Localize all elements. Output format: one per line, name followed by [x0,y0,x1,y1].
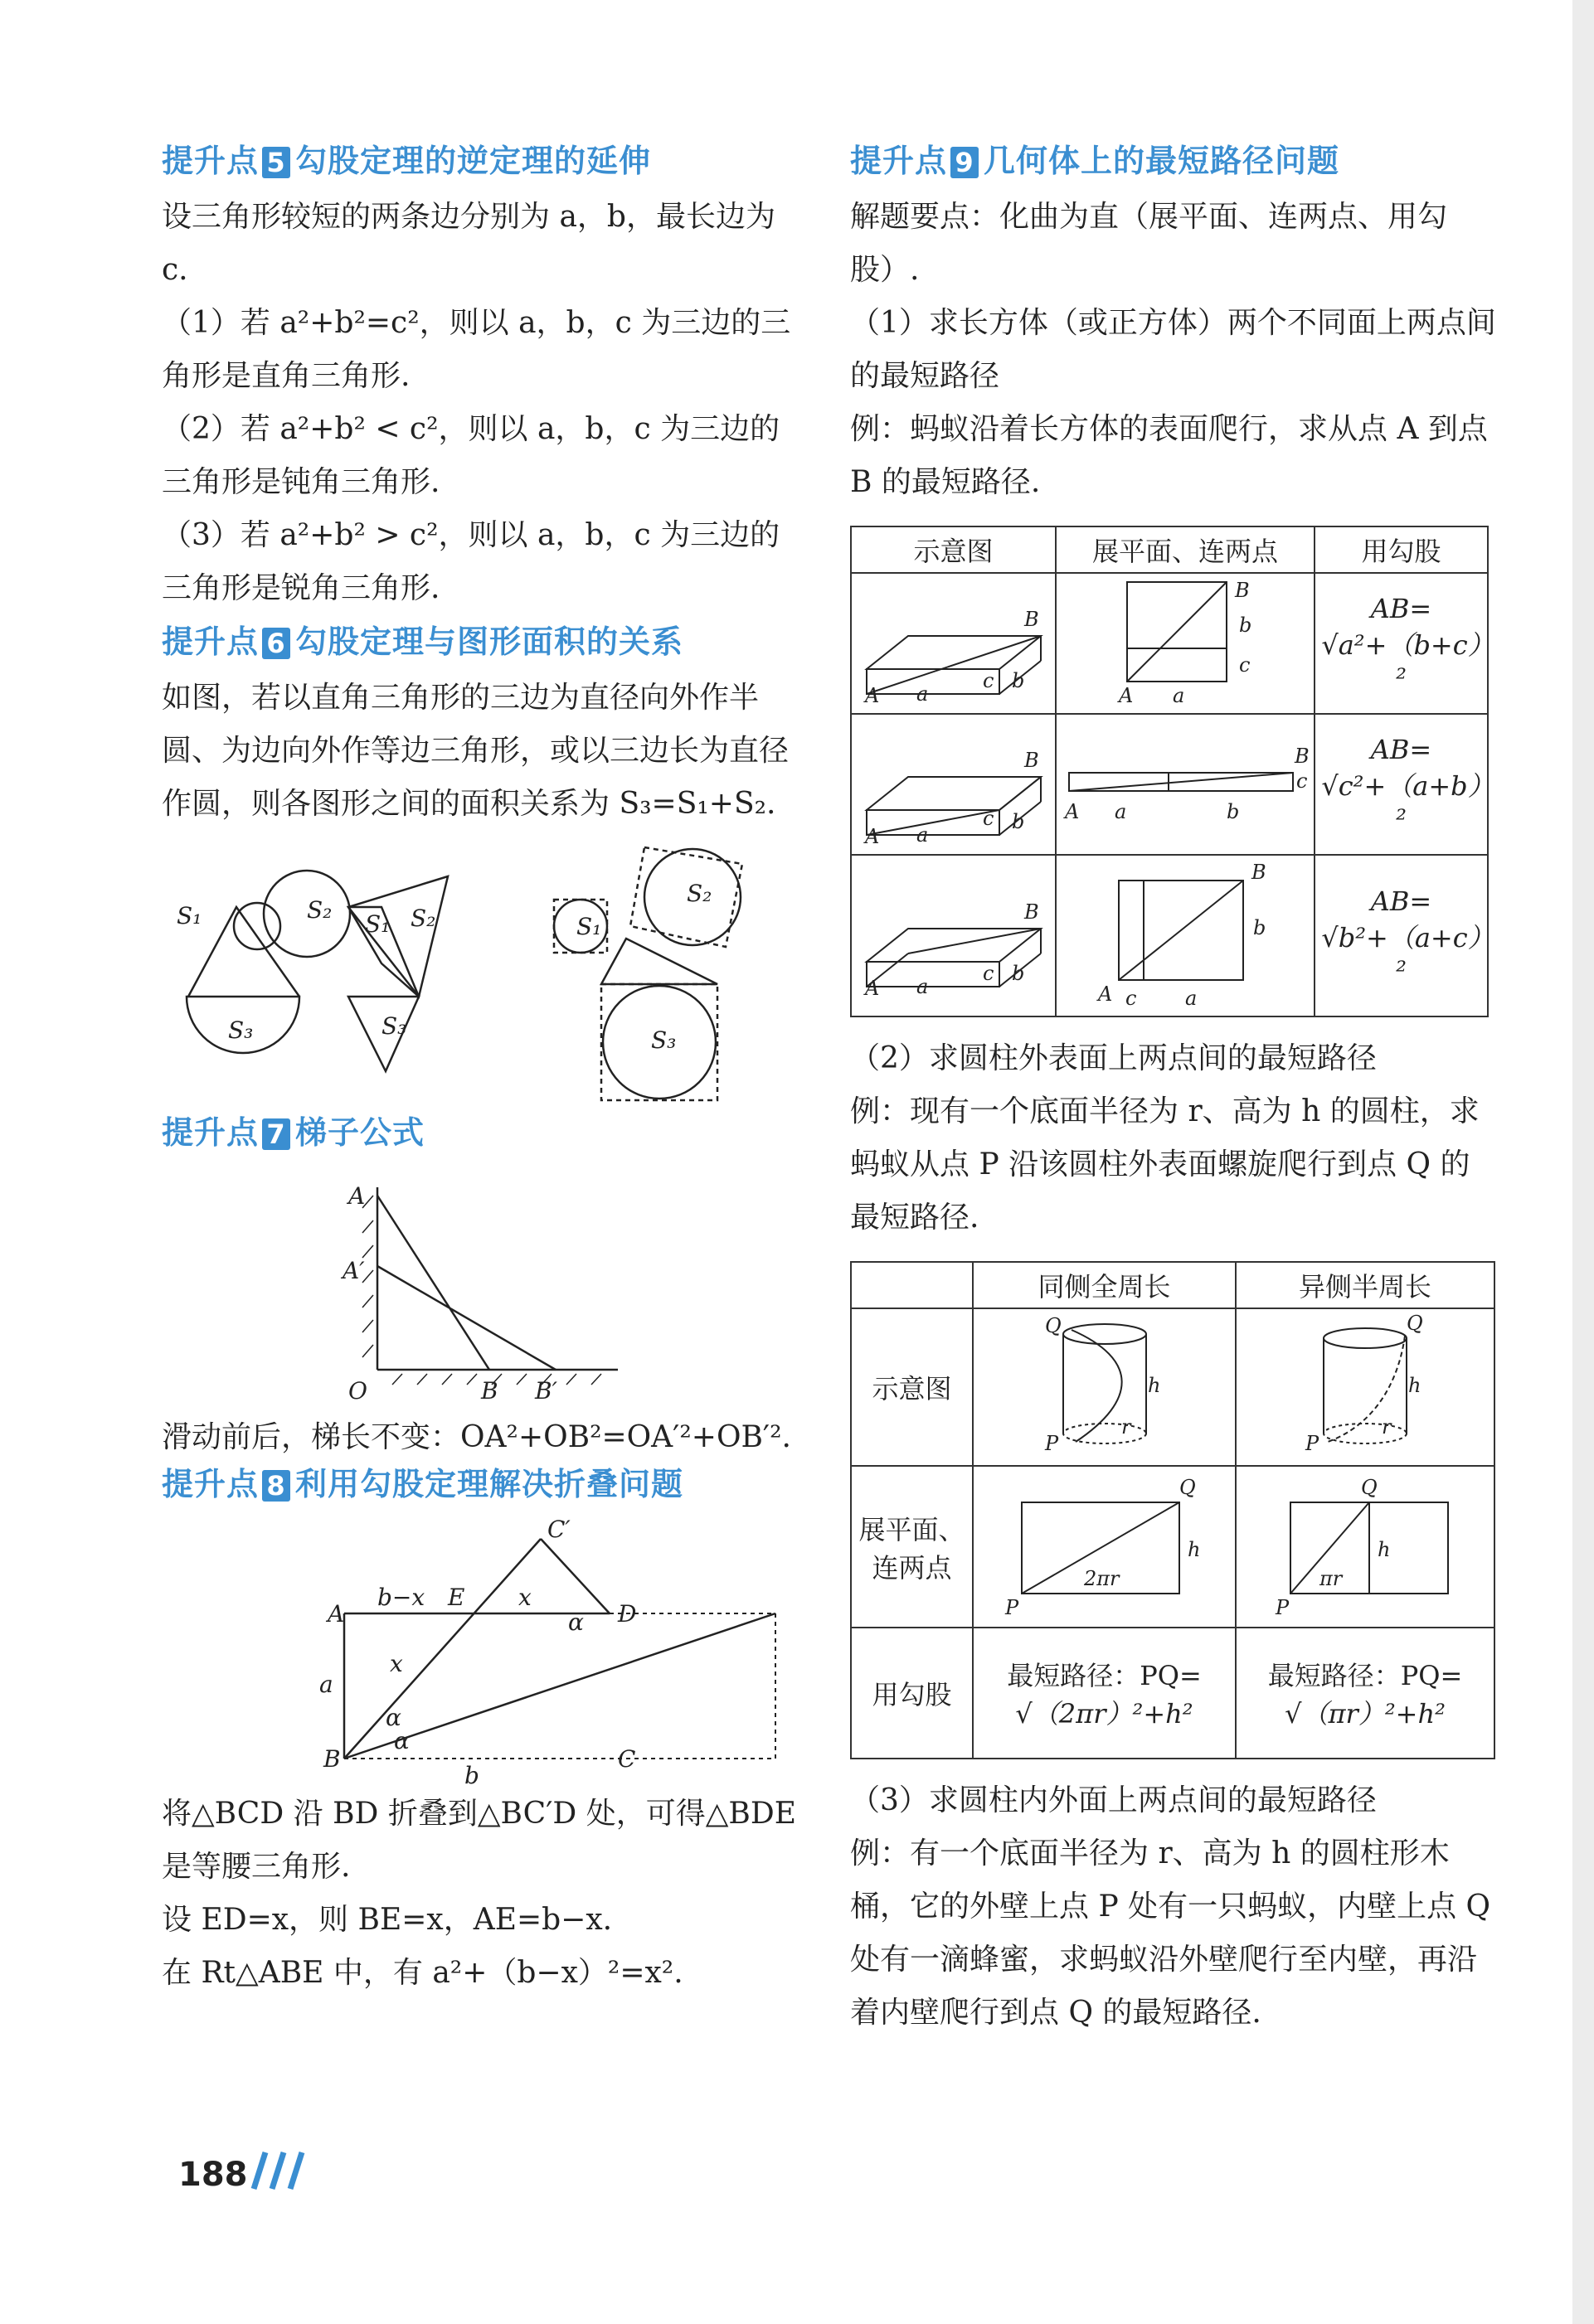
formula-value: √c²+（a+b）² [1321,770,1481,835]
svg-text:c: c [982,961,994,985]
section-9-heading [850,141,1497,181]
formula-cell [1236,1628,1494,1759]
unfolded-half-cell [1236,1466,1494,1628]
svg-text:r: r [1120,1415,1130,1439]
page-edge [1572,0,1594,2324]
svg-text:a: a [916,823,928,843]
heading-title: 梯子公式 [295,1114,425,1151]
circle-figure [554,847,742,1100]
table-row [851,573,1488,714]
svg-text:A: A [1098,982,1113,1006]
svg-text:A: A [864,976,879,995]
svg-text:b: b [1253,916,1266,939]
cuboid-diagram [858,578,1049,702]
heading-title: 勾股定理的逆定理的延伸 [295,143,652,179]
heading-prefix: 提升点 [162,143,260,179]
svg-text:Q: Q [1044,1314,1062,1337]
s5-item1: （1）若 a²+b²=c²，则以 a，b，c 为三边的三角形是直角三角形. [162,306,791,393]
net-diagram [1061,574,1310,706]
heading-number-badge: 5 [262,147,290,178]
heading-number-badge: 8 [262,1470,290,1502]
label-B: B [323,1745,341,1773]
label-A: A [328,1600,345,1628]
table-row [851,714,1488,855]
label-s3: S₃ [228,1016,254,1044]
label-D: D [618,1600,637,1628]
label-s1: S₁ [365,910,391,938]
heading-title: 几何体上的最短路径问题 [984,143,1340,179]
heading-prefix: 提升点 [162,1466,260,1502]
formula-label: 最短路径：PQ= [1007,1660,1202,1691]
formula-value: √（πr）²+h² [1285,1698,1446,1730]
label-s2: S₂ [307,896,333,924]
s5-item2: （2）若 a²+b² < c²，则以 a，b，c 为三边的三角形是钝角三角形. [162,412,780,499]
label-x-top: x [518,1584,532,1611]
svg-text:c: c [1239,653,1251,677]
formula-value: √（2πr）²+h² [1015,1698,1193,1730]
cylinder-path-table [850,1261,1495,1759]
label-B-prime: B′ [535,1377,557,1403]
svg-text:B: B [1023,900,1039,924]
svg-text:a: a [916,974,928,995]
folding-figure [162,1514,809,1788]
page-number: 188 [178,2156,248,2194]
label-s2: S₂ [411,905,436,932]
s9-ex1: 例：蚂蚁沿着长方体的表面爬行，求从点 A 到点 B 的最短路径. [850,412,1488,499]
heading-number-badge: 6 [262,628,290,659]
row-label: 用勾股 [851,1628,973,1759]
svg-text:a: a [1115,800,1127,823]
svg-text:b: b [1011,961,1024,985]
net-diagram-cell [1056,714,1315,855]
label-C: C [618,1745,636,1773]
unfolded-rectangle [997,1469,1213,1618]
svg-text:h: h [1408,1374,1421,1397]
svg-text:c: c [1296,769,1308,793]
label-E: E [448,1584,465,1611]
svg-text:P: P [1305,1432,1319,1455]
formula-cell [1315,714,1488,855]
table-header-row [851,1262,1494,1308]
svg-text:P: P [1044,1432,1058,1455]
svg-text:b: b [1011,669,1024,692]
heading-title: 利用勾股定理解决折叠问题 [295,1466,684,1502]
s9-sub1: （1）求长方体（或正方体）两个不同面上两点间的最短路径 [850,306,1496,393]
label-A-prime: A′ [343,1257,365,1284]
label-s1: S₁ [576,913,602,940]
s8-line1: 将△BCD 沿 BD 折叠到△BC′D 处，可得△BDE 是等腰三角形. [162,1797,796,1884]
svg-text:A: A [1119,684,1134,706]
unfolded-full-cell [973,1466,1236,1628]
formula-label: AB= [1370,885,1432,917]
svg-text:b: b [1239,614,1252,637]
svg-text:B: B [1251,861,1266,884]
svg-text:B: B [1235,579,1250,602]
s7-text: 滑动前后，梯长不变：OA²+OB²=OA′²+OB′². [162,1420,791,1454]
label-s2: S₂ [687,880,712,907]
cylinder-diagram [1022,1309,1188,1458]
svg-text:a: a [1185,987,1198,1009]
row-label: 展平面、连两点 [851,1466,973,1628]
label-s3: S₃ [651,1026,677,1054]
header-cell: 同侧全周长 [973,1262,1236,1308]
svg-text:Q: Q [1178,1475,1196,1499]
label-B: B [481,1377,498,1403]
label-O: O [348,1377,367,1403]
cylinder-opposite-side-cell [1236,1308,1494,1466]
svg-text:b: b [1227,800,1240,823]
net-diagram [1061,715,1310,847]
label-b: b [464,1762,479,1788]
net-diagram-cell [1056,573,1315,714]
header-cell: 异侧半周长 [1236,1262,1494,1308]
area-relation-figures [162,831,809,1104]
semicircle-figure [177,871,350,1053]
cuboid-diagram [858,871,1049,995]
section-7-heading [162,1113,809,1152]
heading-title: 勾股定理与图形面积的关系 [295,623,684,660]
equilateral-triangle-figure [348,876,448,1071]
svg-text:A: A [864,684,879,702]
page-number-slashes-icon [249,2149,315,2192]
label-C-prime: C′ [547,1516,571,1543]
cuboid-path-table [850,526,1489,1017]
s8-line2: 设 ED=x，则 BE=x，AE=b−x. [162,1903,613,1937]
label-b-minus-x: b−x [377,1584,425,1611]
svg-text:Q: Q [1361,1475,1378,1499]
section-5-heading [162,141,809,181]
heading-prefix: 提升点 [850,143,948,179]
cuboid-diagram-cell [851,714,1056,855]
section-8-heading [162,1464,809,1504]
svg-text:b: b [1011,810,1024,833]
svg-text:Q: Q [1407,1312,1423,1335]
heading-number-badge: 7 [262,1118,290,1150]
s9-sub2: （2）求圆柱外表面上两点间的最短路径 [850,1041,1377,1075]
heading-prefix: 提升点 [162,623,260,660]
left-column [162,141,809,2000]
svg-text:P: P [1004,1595,1018,1618]
label-pi-r: πr [1319,1566,1343,1590]
svg-text:B: B [1023,608,1039,631]
section-6-heading [162,622,809,662]
svg-text:B: B [1023,749,1039,772]
s9-sub3: （3）求圆柱内外面上两点间的最短路径 [850,1783,1377,1817]
svg-text:a: a [1173,684,1185,706]
formula-value: √b²+（a+c）² [1321,921,1481,987]
label-A: A [348,1182,366,1210]
svg-text:h: h [1147,1374,1160,1397]
svg-text:h: h [1187,1537,1200,1561]
s5-intro: 设三角形较短的两条边分别为 a，b，最长边为 c. [162,200,775,287]
s9-ex3: 例：有一个底面半径为 r、高为 h 的圆柱形木桶，它的外壁上点 P 处有一只蚂蚁，内壁上点 Q 处有一滴蜂蜜，求蚂蚁沿外壁爬行至内壁，再沿着内壁爬行到点 Q 的最短路径. [850,1836,1491,2030]
svg-text:r: r [1382,1415,1392,1439]
label-s3: S₃ [381,1012,407,1040]
formula-label: AB= [1370,734,1432,765]
svg-text:B: B [1295,745,1310,768]
cuboid-diagram-cell [851,855,1056,1016]
table-header-row [851,526,1488,573]
svg-text:A: A [1065,800,1080,823]
svg-text:c: c [982,669,994,692]
net-diagram [1061,856,1310,1009]
cylinder-diagram [1282,1309,1448,1458]
header-cell [851,1262,973,1308]
heading-number-badge: 9 [950,147,979,178]
s9-ex2: 例：现有一个底面半径为 r、高为 h 的圆柱，求蚂蚁从点 P 沿该圆柱外表面螺旋爬行到点 Q 的最短路径. [850,1094,1480,1235]
svg-text:c: c [1125,987,1137,1009]
row-label: 示意图 [851,1308,973,1466]
table-row [851,1628,1494,1759]
formula-label: AB= [1370,593,1432,624]
label-x-side: x [390,1650,403,1677]
table-row [851,1308,1494,1466]
cylinder-same-side-cell [973,1308,1236,1466]
label-alpha-b1: α [386,1704,401,1731]
svg-text:c: c [982,807,994,830]
cuboid-diagram-cell [851,573,1056,714]
label-a: a [319,1671,333,1698]
header-cell: 用勾股 [1315,526,1488,573]
formula-cell [1315,573,1488,714]
s6-text: 如图，若以直角三角形的三边为直径向外作半圆、为边向外作等边三角形，或以三边长为直径作圆，则各图形之间的面积关系为 S₃=S₁+S₂. [162,681,790,821]
formula-cell [973,1628,1236,1759]
svg-text:A: A [864,825,879,843]
heading-prefix: 提升点 [162,1114,260,1151]
label-s1: S₁ [177,902,202,929]
svg-text:P: P [1276,1595,1290,1618]
formula-label: 最短路径：PQ= [1267,1660,1463,1691]
s5-item3: （3）若 a²+b² > c²，则以 a，b，c 为三边的三角形是锐角三角形. [162,518,780,605]
net-diagram-cell [1056,855,1315,1016]
table-row [851,855,1488,1016]
right-column [850,141,1497,2040]
table-row [851,1466,1494,1628]
cuboid-diagram [858,719,1049,843]
header-cell: 展平面、连两点 [1056,526,1315,573]
svg-text:a: a [916,682,928,702]
label-alpha-b2: α [394,1727,410,1754]
s9-intro: 解题要点：化曲为直（展平面、连两点、用勾股）. [850,200,1448,287]
header-cell: 示意图 [851,526,1056,573]
s8-line3: 在 Rt△ABE 中，有 a²+（b−x）²=x². [162,1956,683,1990]
label-alpha-d: α [568,1608,584,1636]
ladder-figure [162,1162,809,1403]
formula-cell [1315,855,1488,1016]
formula-value: √a²+（b+c）² [1321,629,1481,694]
svg-text:h: h [1378,1537,1391,1561]
label-2pi-r: 2πr [1083,1566,1120,1590]
unfolded-rectangle [1257,1469,1473,1618]
